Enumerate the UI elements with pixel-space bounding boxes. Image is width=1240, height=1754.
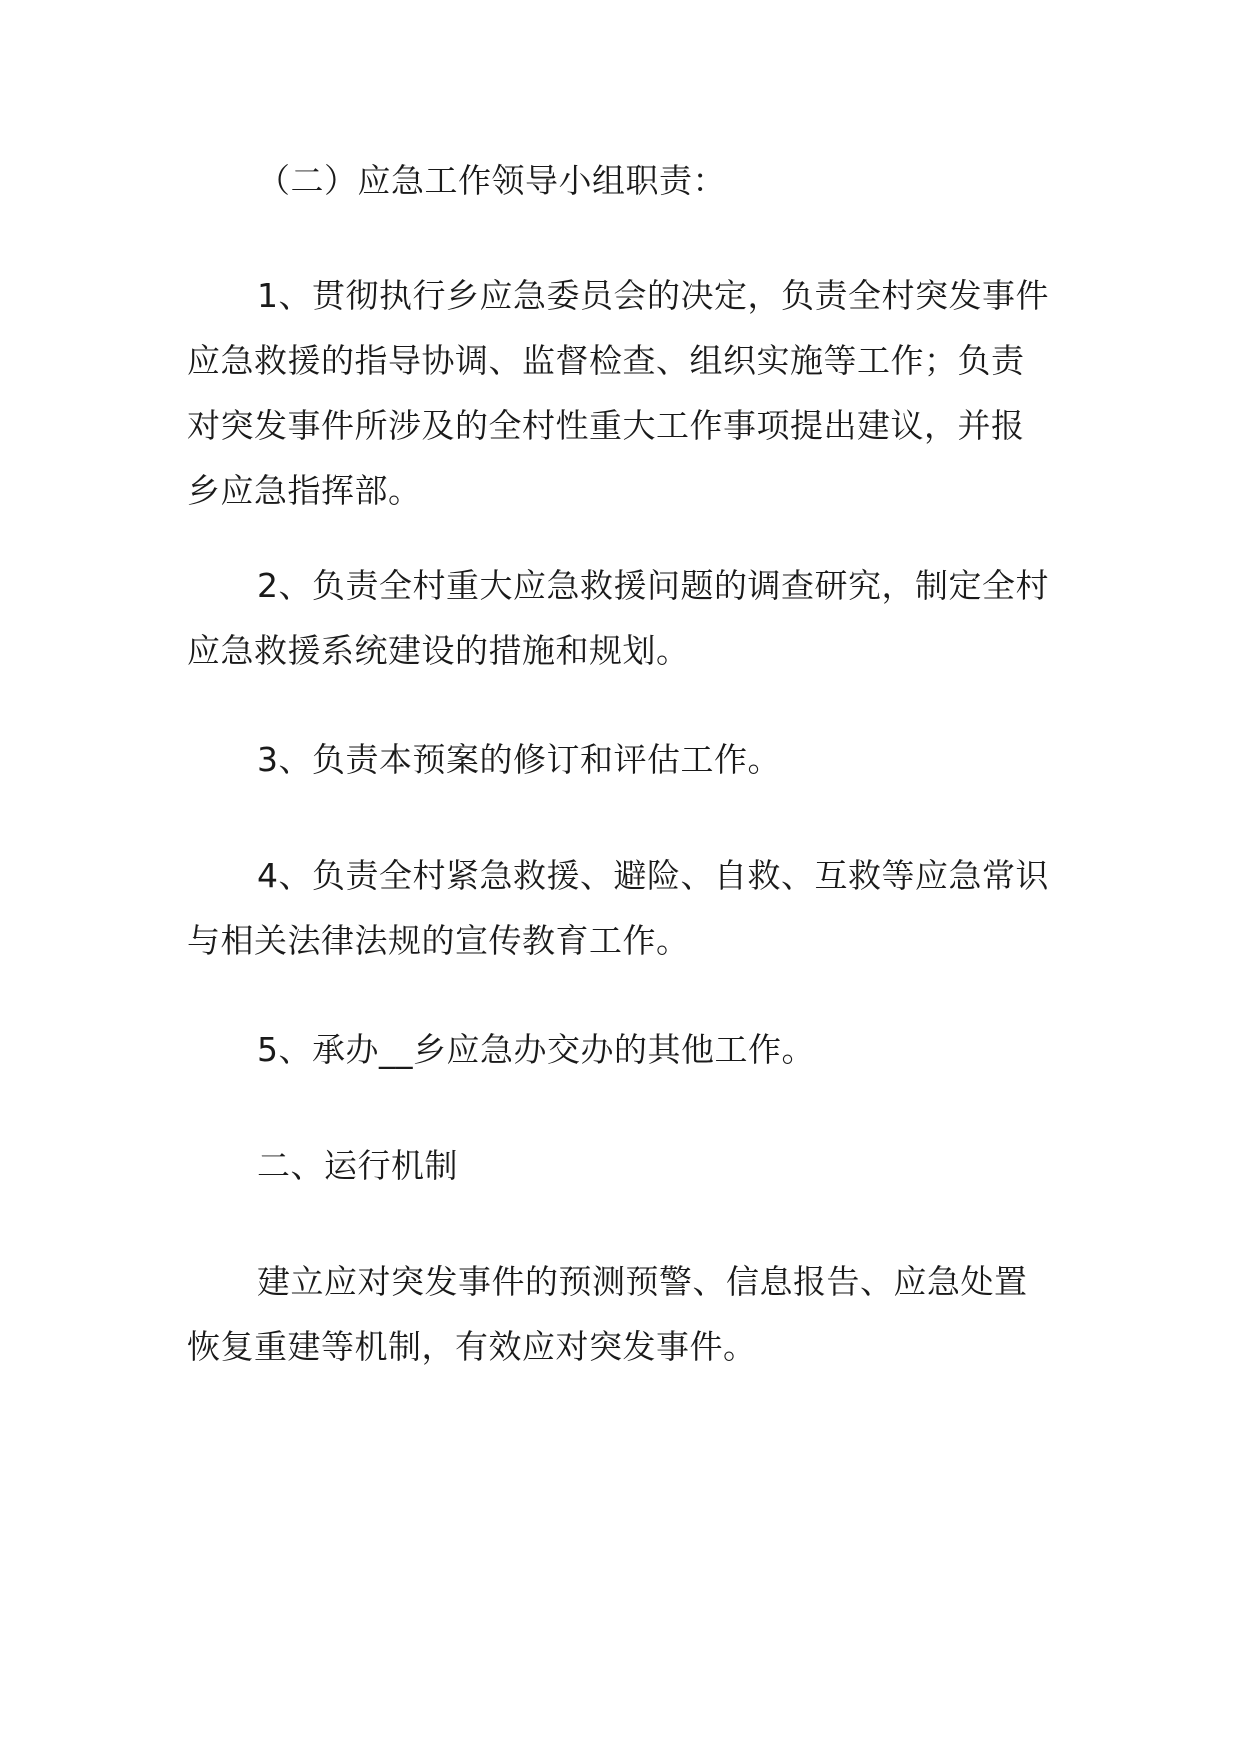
paragraph-duty-1	[187, 263, 1057, 523]
text-line: 2、负责全村重大应急救援问题的调查研究，制定全村	[257, 566, 1049, 605]
section-heading-operating-mechanism	[187, 1133, 1057, 1198]
text-line: 恢复重建等机制，有效应对突发事件。	[187, 1327, 757, 1366]
paragraph-duty-5	[187, 1017, 1057, 1082]
section-heading-leadership-duties	[187, 148, 1057, 213]
paragraph-duty-2	[187, 553, 1057, 683]
text-line: 二、运行机制	[257, 1146, 458, 1185]
paragraph-duty-3	[187, 727, 1057, 792]
paragraph-mechanism	[187, 1249, 1057, 1379]
text-line: 应急救援的指导协调、监督检查、组织实施等工作；负责	[187, 341, 1025, 380]
text-line: 3、负责本预案的修订和评估工作。	[257, 740, 781, 779]
text-line: 5、承办__乡应急办交办的其他工作。	[257, 1030, 815, 1069]
text-line: （二）应急工作领导小组职责：	[257, 161, 726, 200]
text-line: 应急救援系统建设的措施和规划。	[187, 631, 690, 670]
text-line: 与相关法律法规的宣传教育工作。	[187, 921, 690, 960]
paragraph-duty-4	[187, 843, 1057, 973]
text-line: 建立应对突发事件的预测预警、信息报告、应急处置	[257, 1262, 1028, 1301]
text-line: 1、贯彻执行乡应急委员会的决定，负责全村突发事件	[257, 276, 1049, 315]
text-line: 乡应急指挥部。	[187, 471, 422, 510]
text-line: 4、负责全村紧急救援、避险、自救、互救等应急常识	[257, 856, 1049, 895]
text-line: 对突发事件所涉及的全村性重大工作事项提出建议，并报	[187, 406, 1025, 445]
